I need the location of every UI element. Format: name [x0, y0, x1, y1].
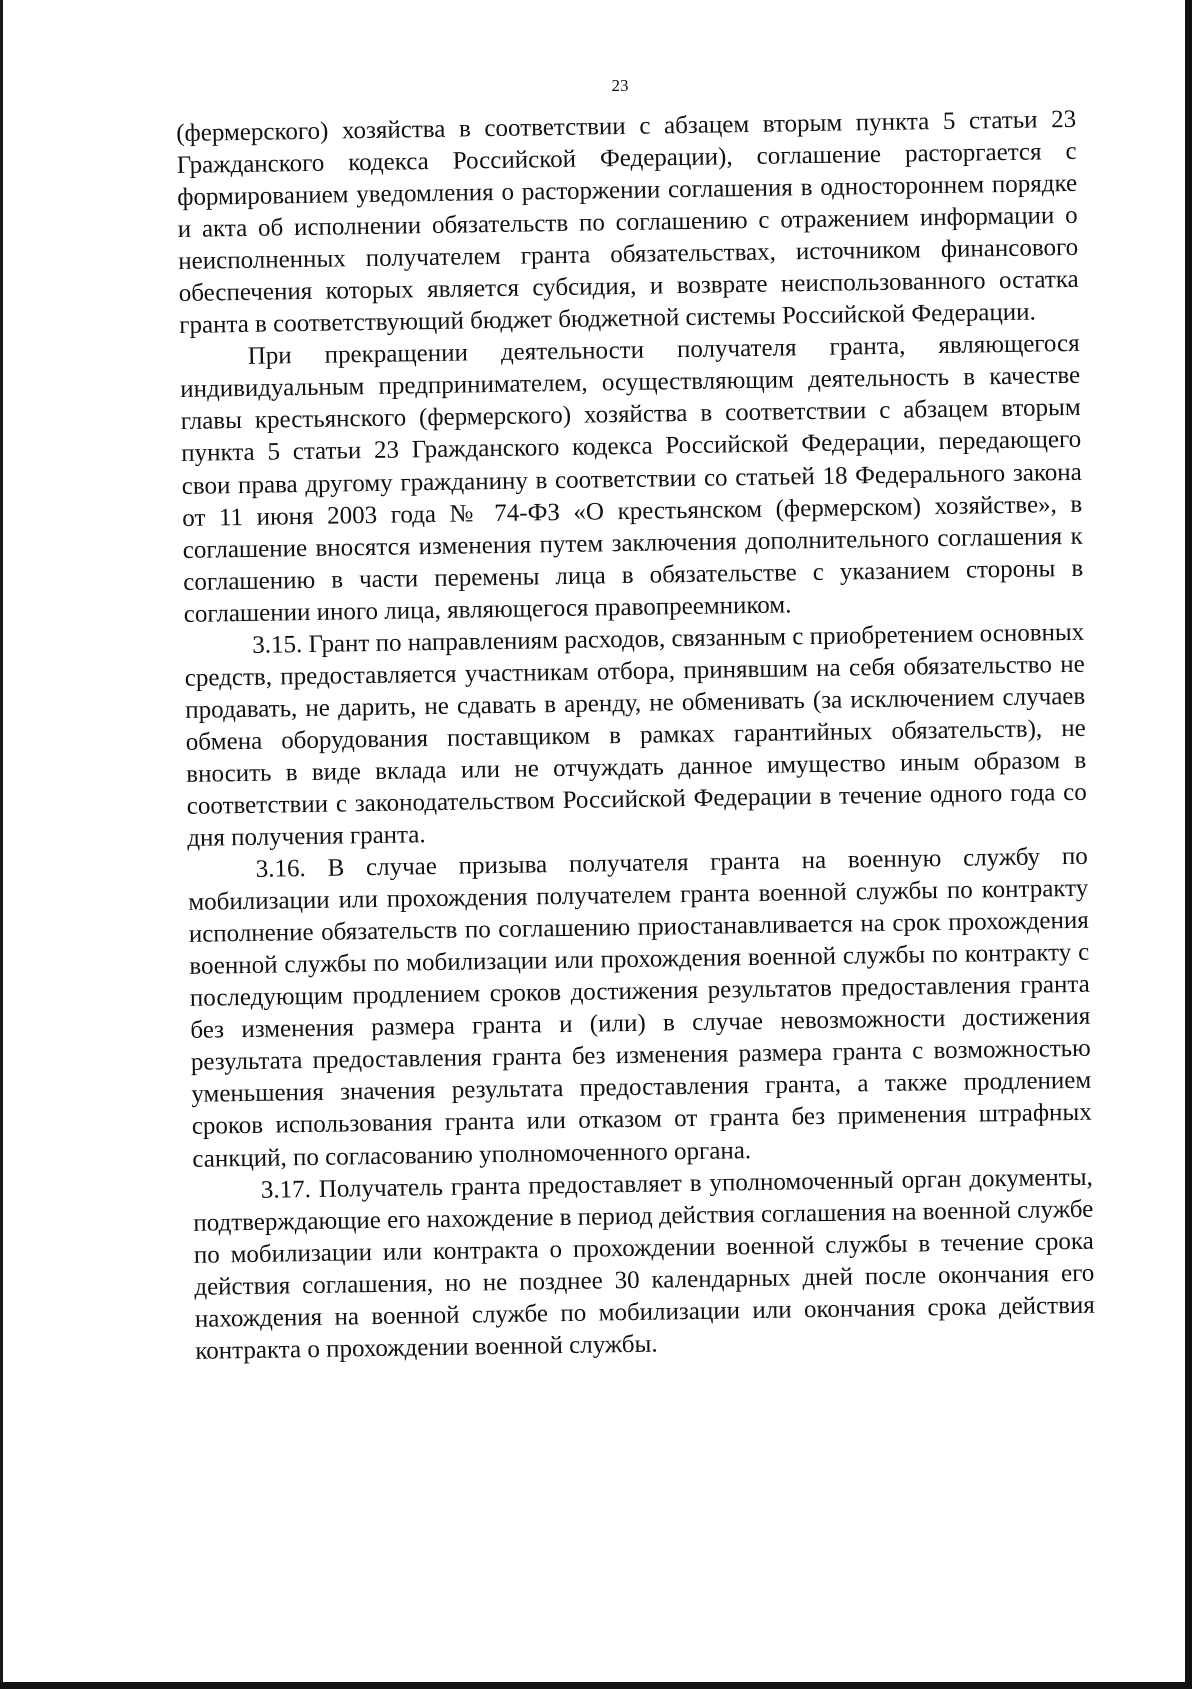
scan-left-edge	[0, 0, 3, 1689]
page-number: 23	[611, 76, 629, 95]
scan-bottom-edge	[0, 1682, 1192, 1689]
scan-right-edge	[1185, 0, 1192, 1689]
paragraph-termination-of-activity: При прекращении деятельности получателя гранта, являющегося индивидуальным предпринимателем, осуществляющим деятельность в качестве главы крестьянского (фермерского) хозяйства в соответствии с абзацем вторым пункта 5 статьи 23 Гражданского кодекса Российской Федерации, передающего свои права другому гражданину в соответствии со статьей 18 Федерального закона от 11 июня 2003 года № 74-ФЗ «О крестьянском (фермерском) хозяйстве», в соглашение вносятся изменения путем заключения дополнительного соглашения к соглашению в части перемены лица в обязательстве с указанием стороны в соглашении иного лица, являющегося правопреемником.	[180, 330, 1084, 628]
paragraph-continuation: (фермерского) хозяйства в соответствии с абзацем вторым пункта 5 статьи 23 Гражданского кодекса Российской Федерации), соглашение расторгается с формированием уведомления о расторжении соглашения в одностороннем порядке и акта об исполнении обязательств по соглашению с отражением информации о неисполненных получателем гранта обязательствах, источником финансового обеспечения которых является субсидия, и возврате неиспользованного остатка гранта в соответствующий бюджет бюджетной системы Российской Федерации.	[176, 105, 1079, 340]
document-body	[176, 104, 1096, 1368]
paragraph-3-17: 3.17. Получатель гранта предоставляет в уполномоченный орган документы, подтверждающие его нахождение в период действия соглашения на военной службе по мобилизации или контракта о прохождении военной службы в течение срока действия соглашения, но не позднее 30 календарных дней после окончания его нахождения на военной службе по мобилизации или окончания срока действия контракта о прохождении военной службы.	[193, 1163, 1095, 1365]
paragraph-3-16: 3.16. В случае призыва получателя гранта на военную службу по мобилизации или прохождения получателем гранта военной службы по контракту исполнение обязательств по соглашению приостанавливается на срок прохождения военной службы по мобилизации или прохождения военной службы по контракту с последующим продлением сроков достижения результатов предоставления гранта без изменения размера гранта и (или) в случае невозможности достижения результата предоставления гранта без изменения размера гранта с возможностью уменьшения значения результата предоставления гранта, а также продлением сроков использования гранта или отказом от гранта без применения штрафных санкций, по согласованию уполномоченного органа.	[188, 842, 1092, 1173]
paragraph-3-15: 3.15. Грант по направлениям расходов, связанным с приобретением основных средств, предоставляется участникам отбора, принявшим на себя обязательство не продавать, не дарить, не сдавать в аренду, не обменивать (за исключением случаев обмена оборудования поставщиком в рамках гарантийных обязательств), не вносить в виде вклада или не отчуждать данное имущество иным образом в соответствии с законодательством Российской Федерации в течение одного года со дня получения гранта.	[184, 618, 1087, 852]
